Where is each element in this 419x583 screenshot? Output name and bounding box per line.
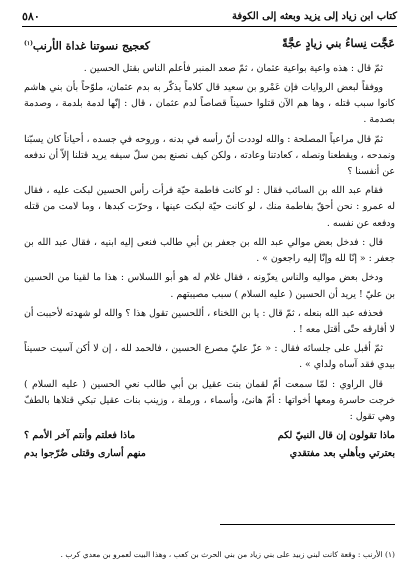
footnote-marker: (١) <box>24 40 33 47</box>
paragraph: ثمّ قال : هذه واعية بواعية عثمان ، ثمّ صعد المنبر فأعلم الناس بقتل الحسين . <box>83 62 383 74</box>
paragraph: ودخل بعض مواليه والناس يعزّونه ، فقال غلام له هو أبو اللسلاس : هذا ما لقينا من الحسين بن عليّ ! يريد أن الحسين ( عليه السلام ) سبب مصيبتهم . <box>24 272 395 300</box>
verse-hemistich: ماذا فعلتم وأنتم آخر الأمم ؟ <box>24 430 136 442</box>
page-number: ٥٨٠ <box>22 9 40 23</box>
page-header <box>22 6 397 27</box>
verse-top-hemistich-2: كعجيج نسوتنا غداة الأرنب$^{(١)}$ <box>24 39 151 53</box>
footnote: (١) الأرنب : وقعة كانت لبني زبيد على بني زياد من بني الحرث بن كعب ، وهذا البيت لعمرو بن معدي كرب . <box>60 550 395 559</box>
page-body <box>24 34 395 465</box>
verse-line <box>24 446 395 462</box>
paragraph: فحذفه عبد الله بنعله ، ثمّ قال : يا بن اللخناء ، أللحسين تقول هذا ؟ والله لو شهدته لأحببت أن لا أفارقه حتّى أقتل معه ! . <box>24 307 395 335</box>
paragraph: فقام عبد الله بن السائب فقال : لو كانت فاطمة حيّة فرأت رأس الحسين لبكت عليه ، فقال له عمرو : نحن أحقّ بفاطمة منك ، لو كانت حيّة لبكت عينها ، وحرّت كبدها ، وما لامت من قتله ودفعه عن نفسه . <box>24 185 395 229</box>
paragraph: قال : فدخل بعض موالي عبد الله بن جعفر بن أبي طالب فنعى إليه ابنيه ، فقال عبد الله بن جعفر : « إنّا لله وإنّا إليه راجعون » . <box>24 236 395 265</box>
verse-hemistich: ماذا تقولون إن قال النبيّ لكم <box>277 430 395 442</box>
paragraph: ثمّ أقبل على جلسائه فقال : « عزّ عليّ مصرع الحسين ، فالحمد لله ، إن لا أكن آسيت حسيناً بيدي فقد آساه ولداي » . <box>24 343 395 371</box>
verse-top-hemistich-1: عَجَّت نِساءُ بني زيادٍ عجَّةً <box>282 37 395 50</box>
paragraph: ووفقاً لبعض الروايات فإن عَمْرو بن سعيد قال كلاماً يذكّر به بدم عثمان، ملوّحاً بأن بني هاشم كانوا سبب قتله ، وها هم الآن قتلوا حسيناً قصاصاً لدم عثمان ، قال : إنّها لدمة بلدمة ، وصدمة بصدمة . <box>24 82 395 126</box>
running-title: كتاب ابن زياد إلى يزيد وبعثه إلى الكوفة <box>231 10 397 22</box>
paragraph: ثمّ قال مراعياً المصلحة : والله لوددت أنّ رأسه في بدنه ، وروحه في جسده ، أحياناً كان يسبّنا ونمدحه ، ويقطعنا ونصله ، كعادتنا وعادته ، ولكن كيف نصنع بمن سلّ سيفه يريد قتلنا إلاّ أن ندفعه عن أنفسنا ؟ <box>24 133 395 178</box>
verse-top <box>24 36 395 55</box>
verse-line <box>24 428 395 444</box>
verse-hemistich: منهم أسارى وقتلى ضُرّجوا بدم <box>24 448 146 460</box>
verse-hemistich: بعترتي وبأهلي بعد مفتقدي <box>289 448 395 460</box>
footnote-divider <box>220 524 395 525</box>
paragraph: قال الراوي : لمّا سمعت أمّ لقمان بنت عقيل بن أبي طالب نعي الحسين ( عليه السلام ) خرجت حاسرة ومعها أخواتها : أمّ هانئ، وأسماء ، ورملة ، وزينب بنات عقيل تبكي قتلاها بالطفّ وهي تقول : <box>24 378 395 422</box>
